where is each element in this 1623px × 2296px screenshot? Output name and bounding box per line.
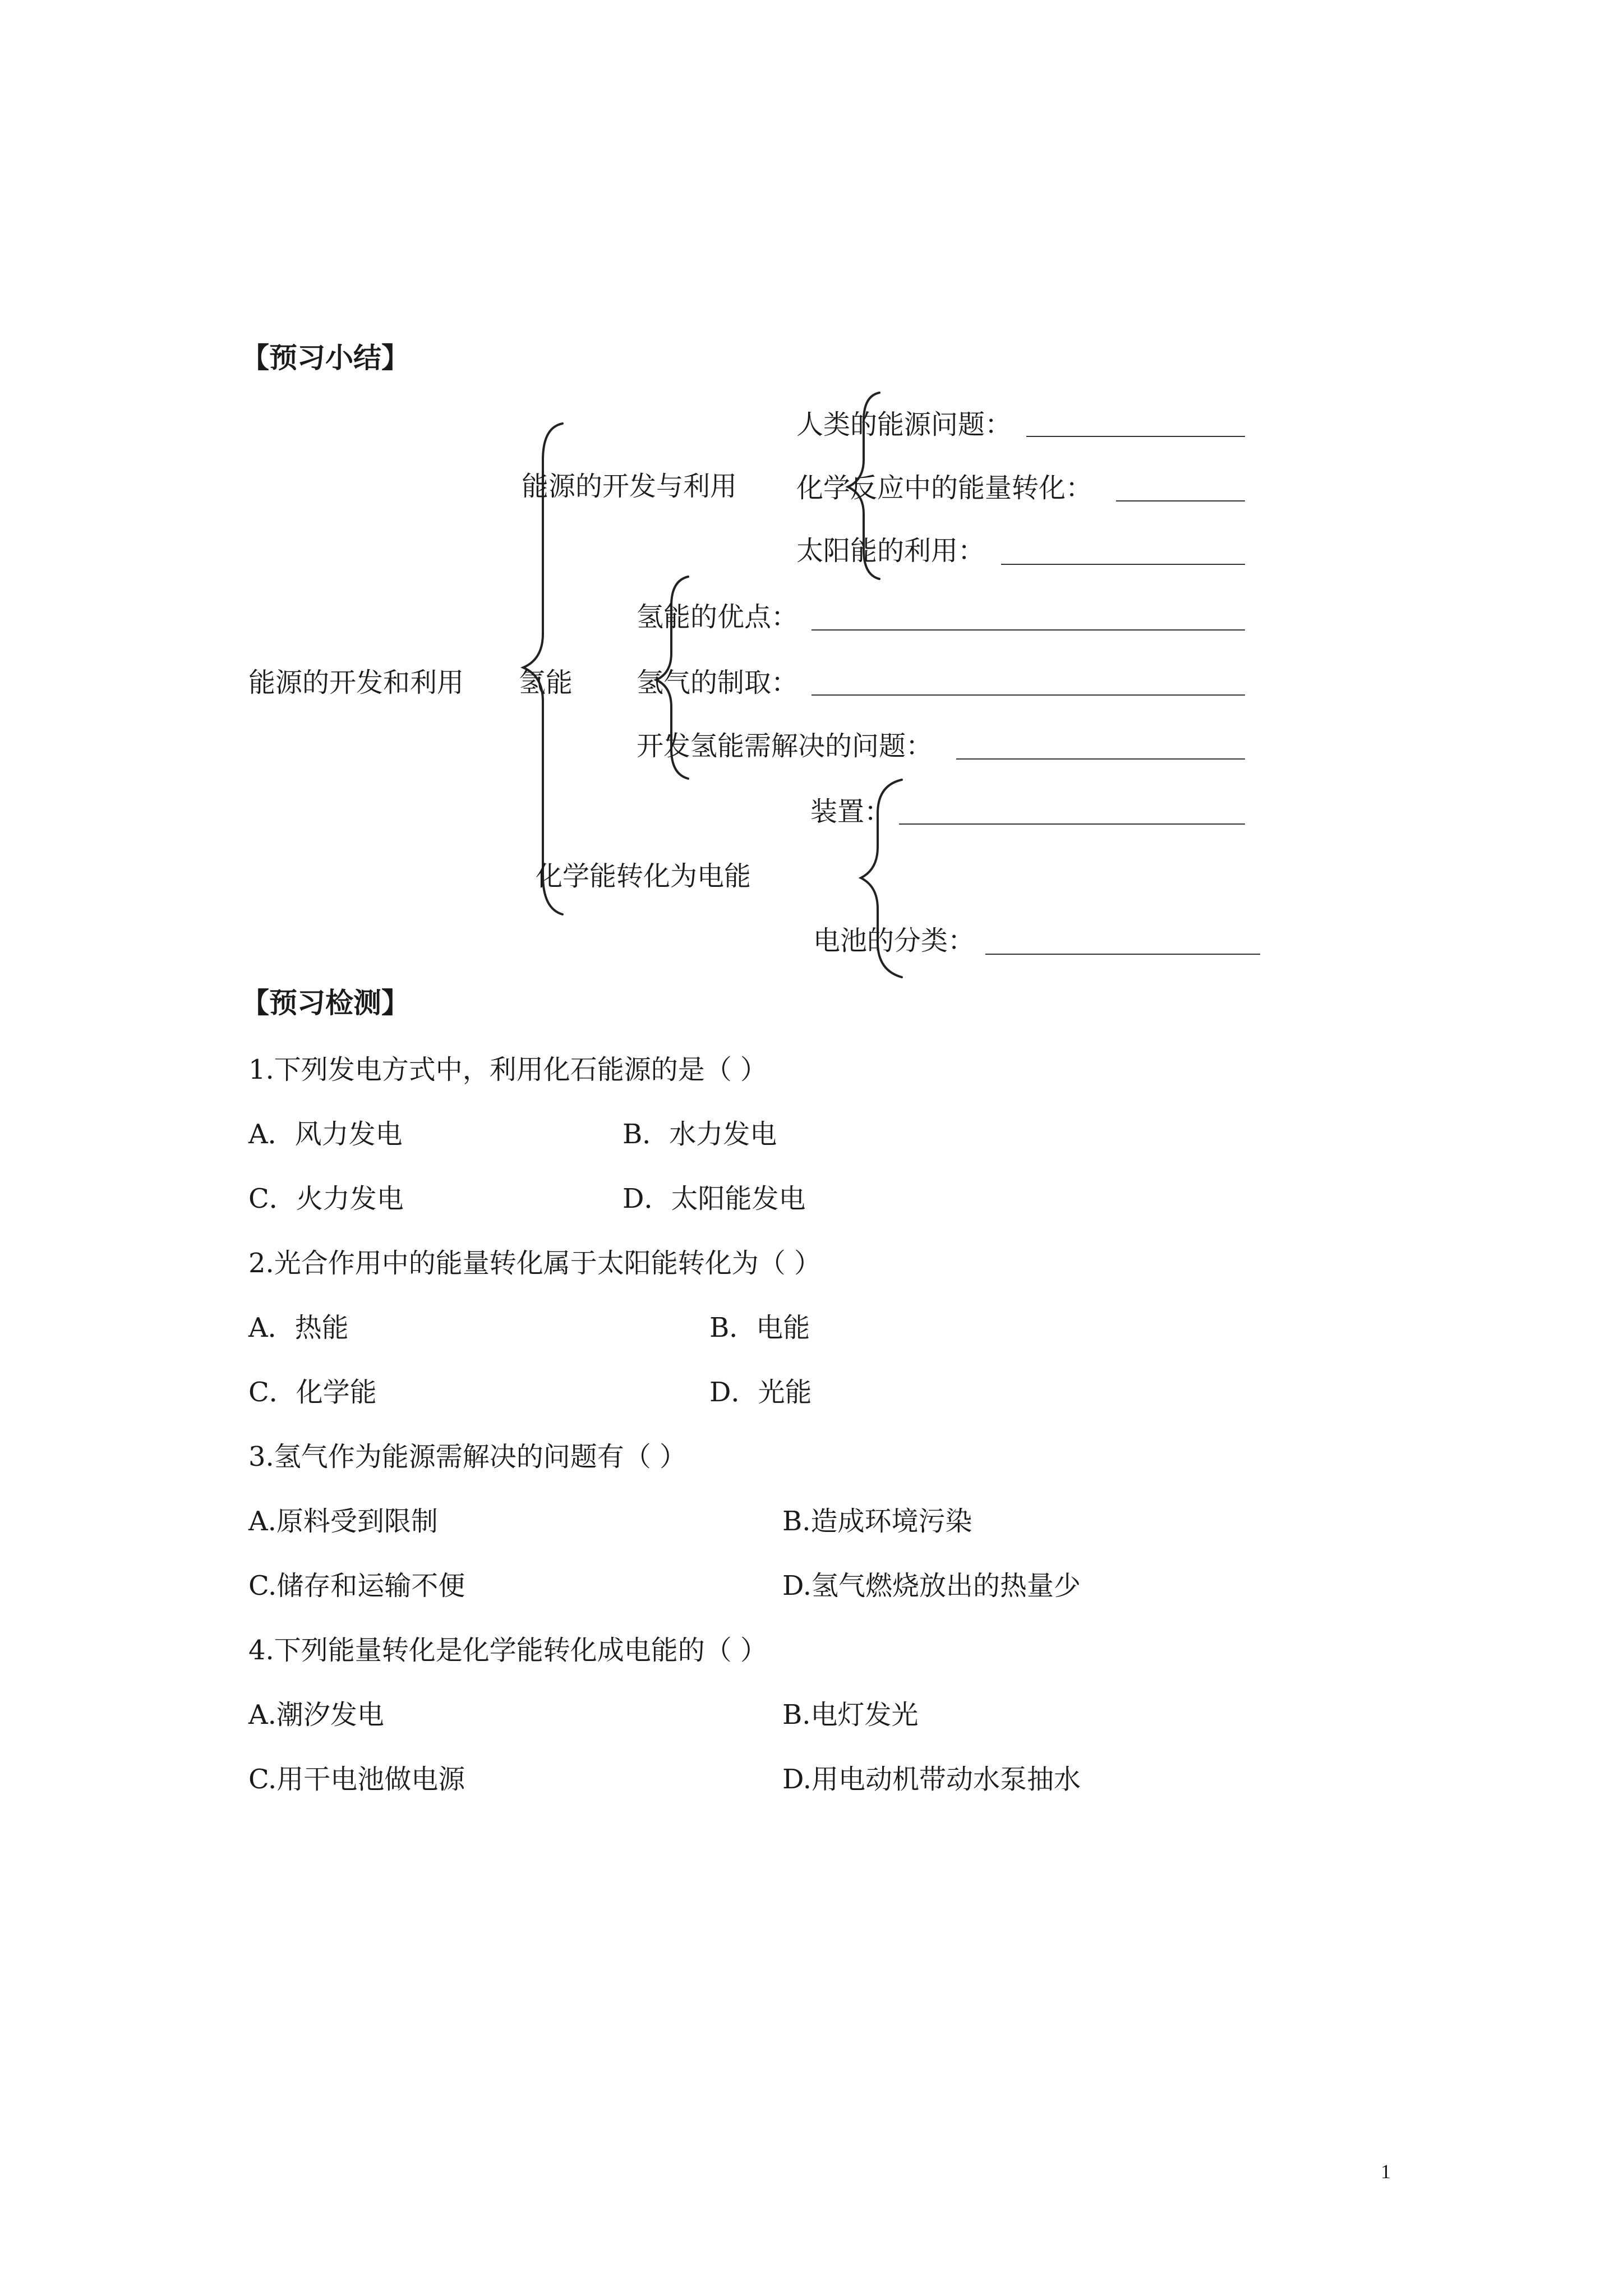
concept-root: 能源的开发和利用 xyxy=(248,667,464,698)
item-human-energy-problem: 人类的能源问题： xyxy=(796,409,1012,440)
question-4-option-b[interactable]: B.电灯发光 xyxy=(782,1699,919,1731)
question-4-option-c[interactable]: C.用干电池做电源 xyxy=(248,1764,465,1795)
question-1-option-b[interactable]: B．水力发电 xyxy=(623,1119,777,1150)
check-heading: 【预习检测】 xyxy=(241,987,409,1019)
question-2-option-b[interactable]: B．电能 xyxy=(709,1312,810,1343)
item-energy-conversion-in-reactions: 化学反应中的能量转化： xyxy=(796,472,1093,504)
fill-blank-line[interactable] xyxy=(811,694,1245,696)
item-hydrogen-advantages: 氢能的优点： xyxy=(637,601,799,633)
branch-hydrogen-energy: 氢能 xyxy=(519,667,573,698)
item-hydrogen-problems: 开发氢能需解决的问题： xyxy=(637,730,933,762)
branch-energy-development: 能源的开发与利用 xyxy=(522,471,737,502)
fill-blank-line[interactable] xyxy=(899,823,1245,825)
item-hydrogen-production: 氢气的制取： xyxy=(637,667,799,698)
question-2-stem: 2.光合作用中的能量转化属于太阳能转化为（ ） xyxy=(248,1248,822,1279)
fill-blank-line[interactable] xyxy=(985,954,1260,955)
page-number: 1 xyxy=(1381,2160,1391,2183)
item-battery-types: 电池的分类： xyxy=(813,925,975,956)
fill-blank-line[interactable] xyxy=(1116,500,1245,501)
question-1-option-d[interactable]: D．太阳能发电 xyxy=(623,1183,806,1214)
branch-chemical-to-electric: 化学能转化为电能 xyxy=(536,861,751,892)
question-4-option-d[interactable]: D.用电动机带动水泵抽水 xyxy=(782,1764,1081,1795)
question-2-option-d[interactable]: D．光能 xyxy=(709,1377,812,1408)
question-4-option-a[interactable]: A.潮汐发电 xyxy=(248,1699,384,1731)
item-solar-energy-use: 太阳能的利用： xyxy=(796,535,985,567)
fill-blank-line[interactable] xyxy=(1026,436,1245,437)
item-device: 装置： xyxy=(810,796,892,827)
question-1-option-c[interactable]: C．火力发电 xyxy=(248,1183,404,1214)
fill-blank-line[interactable] xyxy=(956,758,1245,760)
question-3-option-b[interactable]: B.造成环境污染 xyxy=(782,1506,972,1537)
question-1-option-a[interactable]: A．风力发电 xyxy=(248,1119,403,1150)
question-4-stem: 4.下列能量转化是化学能转化成电能的（ ） xyxy=(248,1635,768,1666)
fill-blank-line[interactable] xyxy=(811,629,1245,631)
question-3-option-c[interactable]: C.储存和运输不便 xyxy=(248,1570,465,1602)
question-1-stem: 1.下列发电方式中，利用化石能源的是（ ） xyxy=(248,1054,768,1085)
question-2-option-a[interactable]: A．热能 xyxy=(248,1312,349,1343)
summary-heading: 【预习小结】 xyxy=(241,342,409,374)
question-3-option-d[interactable]: D.氢气燃烧放出的热量少 xyxy=(782,1570,1081,1602)
question-3-stem: 3.氢气作为能源需解决的问题有（ ） xyxy=(248,1441,687,1473)
question-2-option-c[interactable]: C．化学能 xyxy=(248,1377,377,1408)
question-3-option-a[interactable]: A.原料受到限制 xyxy=(248,1506,438,1537)
fill-blank-line[interactable] xyxy=(1001,564,1245,565)
